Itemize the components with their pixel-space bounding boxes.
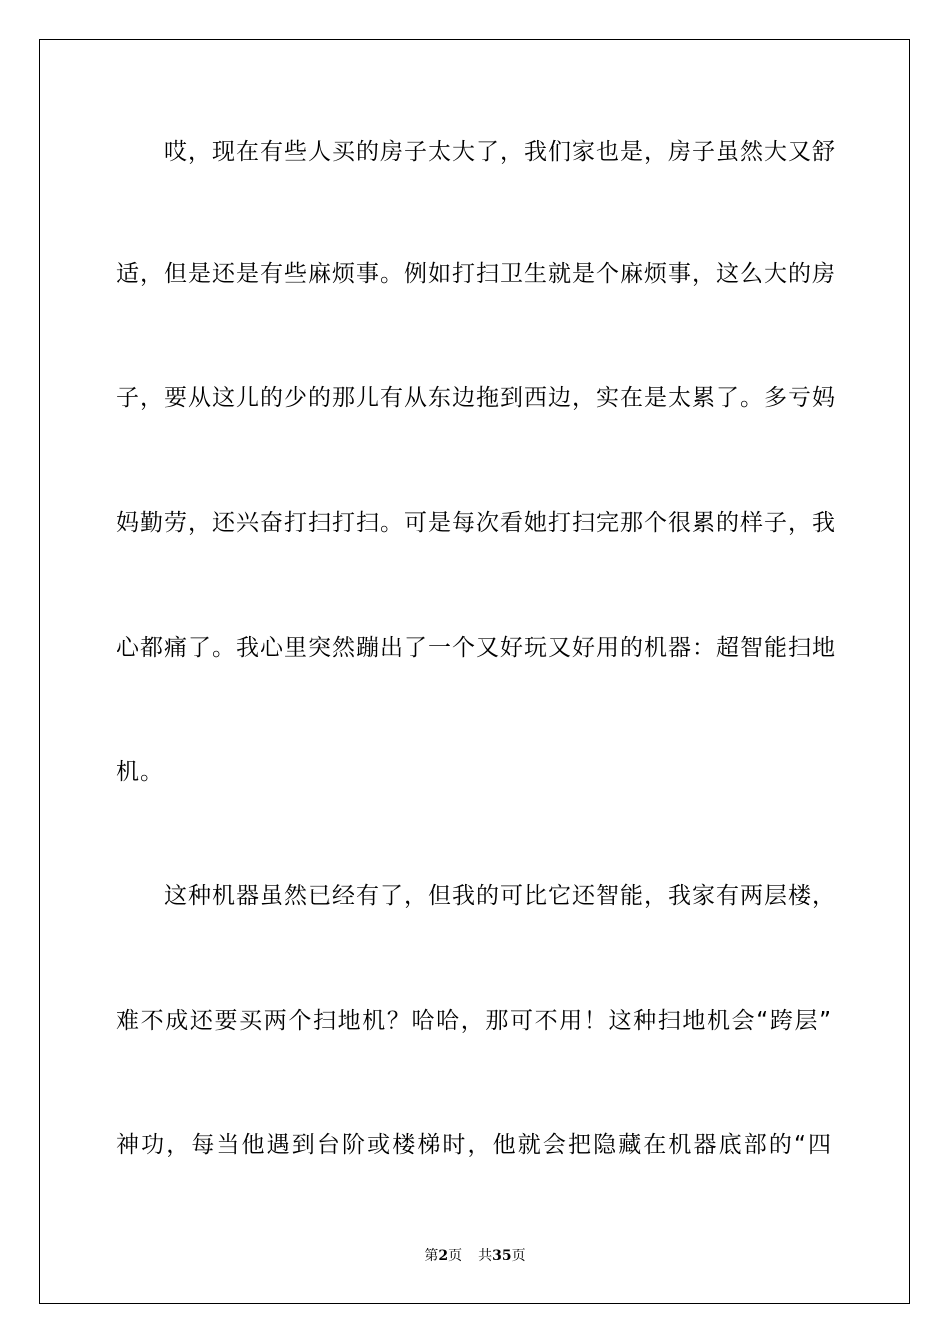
- text-line: 心都痛了。我心里突然蹦出了一个又好玩又好用的机器：超智能扫地: [116, 635, 836, 661]
- text-line: 难不成还要买两个扫地机？哈哈，那可不用！这种扫地机会“跨层”: [116, 1008, 832, 1034]
- text-line: 适，但是还是有些麻烦事。例如打扫卫生就是个麻烦事，这么大的房: [116, 261, 836, 287]
- footer-total-prefix: 共: [478, 1248, 493, 1264]
- text-line: 神功，每当他遇到台阶或楼梯时，他就会把隐藏在机器底部的“四: [116, 1132, 832, 1158]
- text-line: 妈勤劳，还兴奋打扫打扫。可是每次看她打扫完那个很累的样子，我: [116, 510, 836, 536]
- footer-page-suffix: 页: [448, 1248, 463, 1264]
- text-line: 子，要从这儿的少的那儿有从东边拖到西边，实在是太累了。多亏妈: [116, 385, 836, 411]
- footer-total-pages: 35: [492, 1248, 512, 1264]
- page-footer: [0, 1247, 950, 1265]
- footer-page-number: 2: [438, 1248, 449, 1264]
- text-line: 这种机器虽然已经有了，但我的可比它还智能，我家有两层楼，: [164, 883, 836, 909]
- text-line: 机。: [116, 759, 164, 785]
- footer-total-suffix: 页: [511, 1248, 526, 1264]
- page-border: [39, 39, 910, 1304]
- text-line: 哎，现在有些人买的房子太大了，我们家也是，房子虽然大又舒: [164, 139, 836, 165]
- footer-page-prefix: 第: [424, 1248, 439, 1264]
